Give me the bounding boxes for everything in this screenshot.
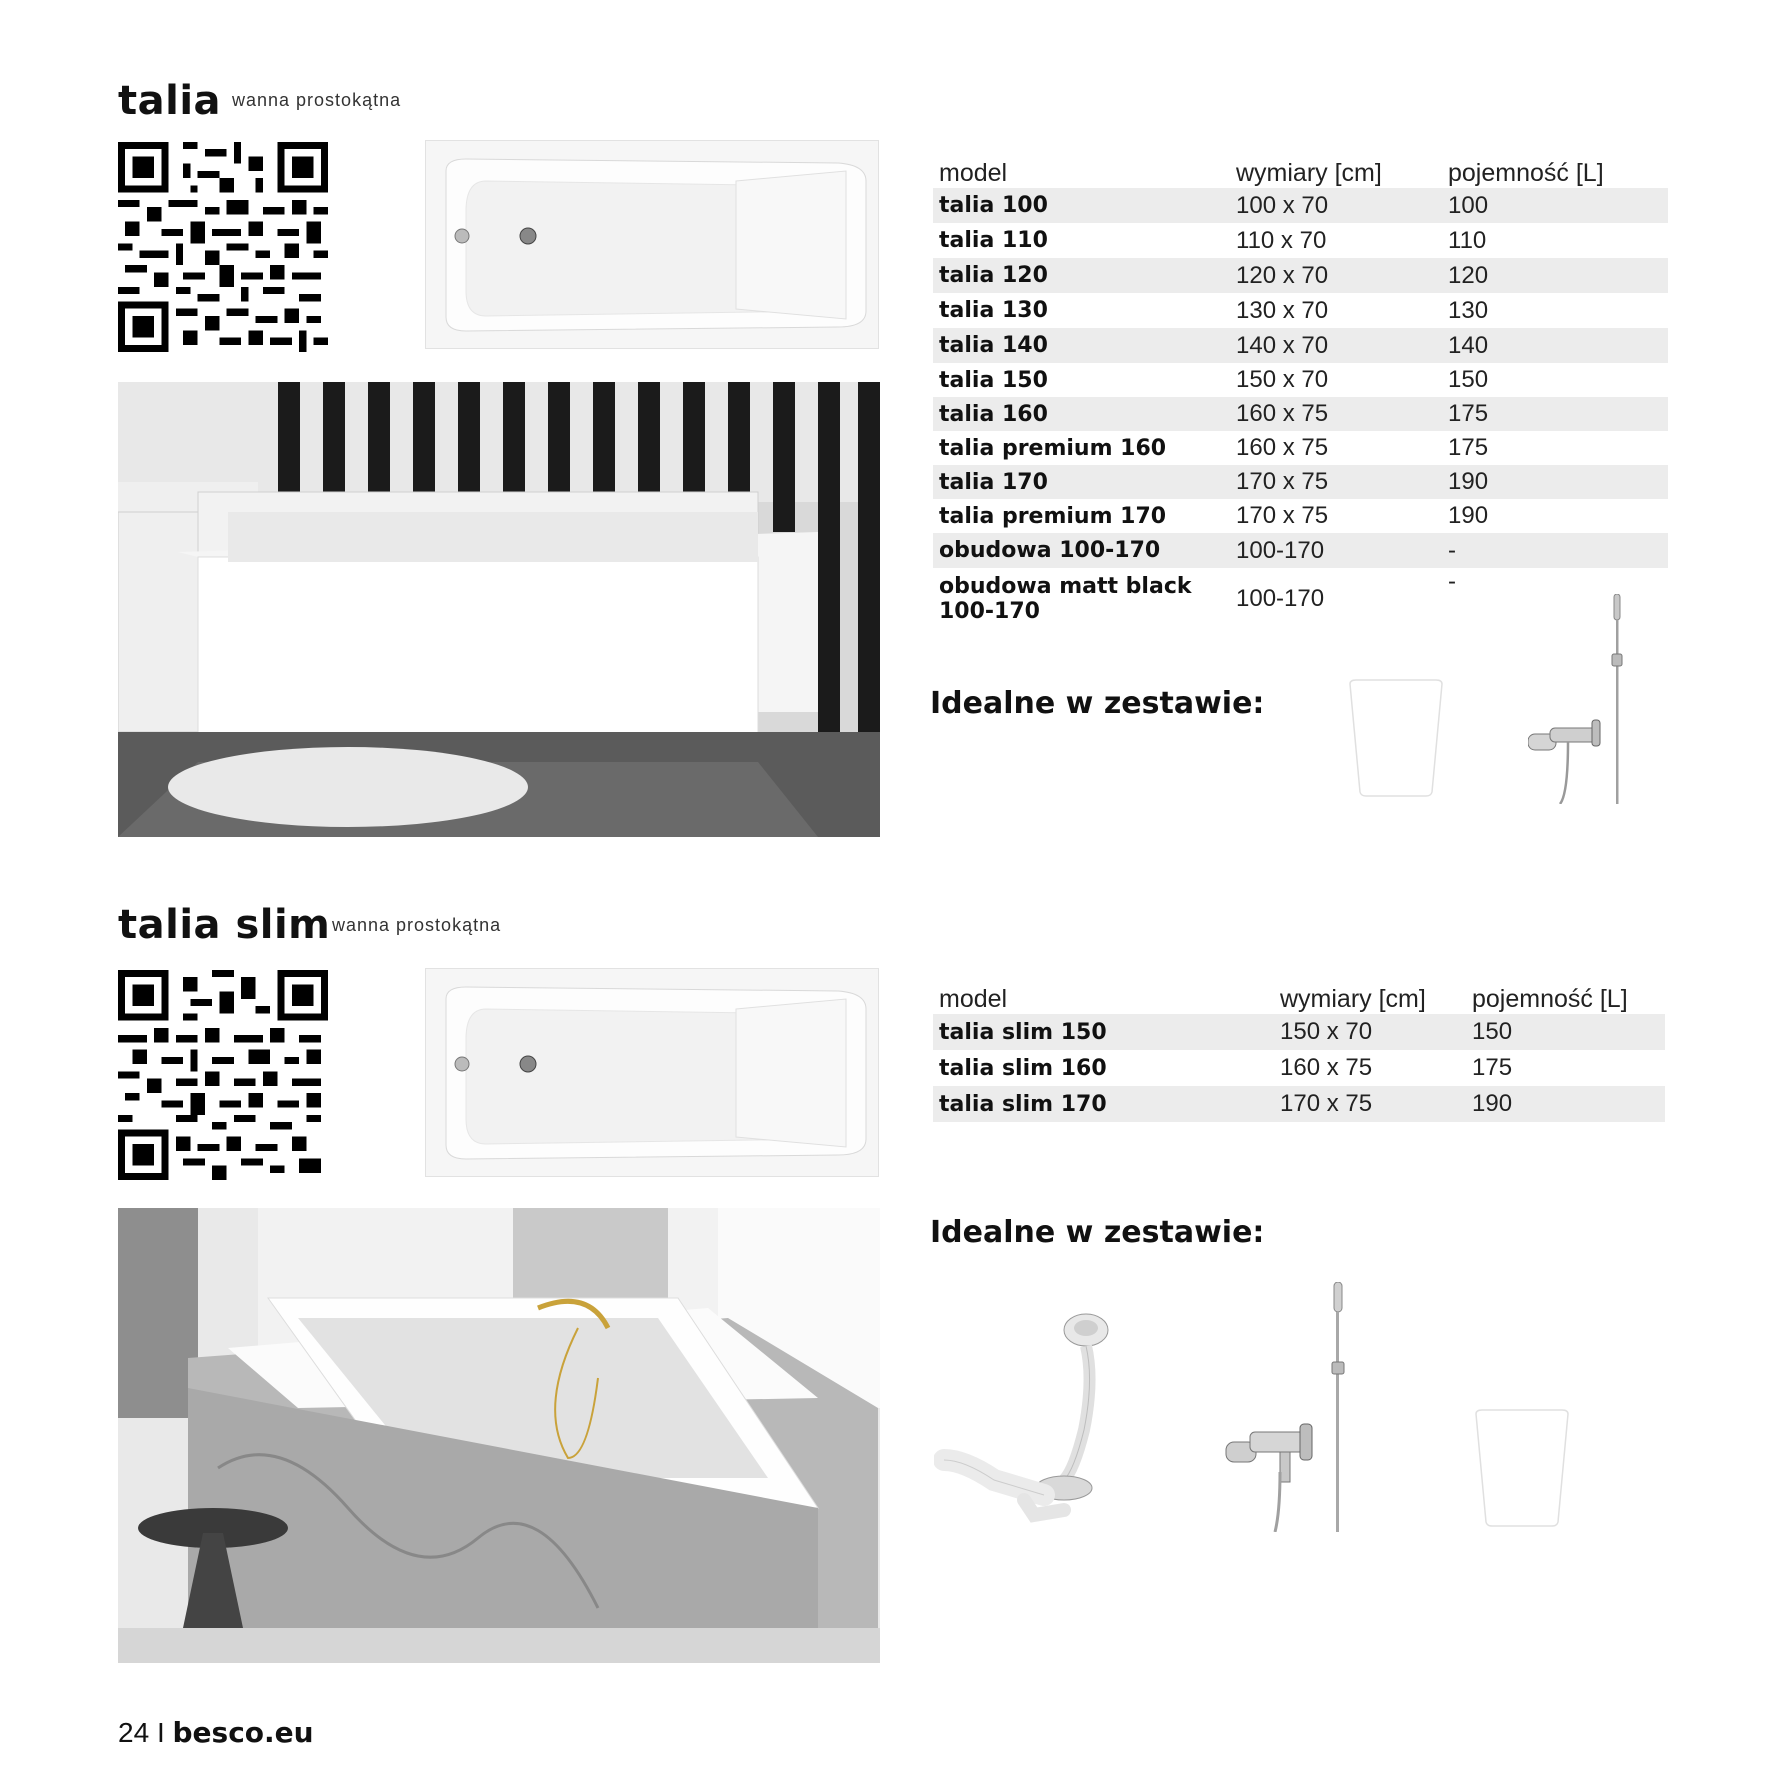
section2-title: talia slim bbox=[118, 902, 331, 948]
cell-capacity: - bbox=[1442, 533, 1668, 568]
spec-table-header bbox=[933, 976, 1665, 1014]
photo-talia-slim-bathroom bbox=[118, 1208, 880, 1663]
footer-separator: I bbox=[156, 1717, 165, 1748]
cell-dimensions: 120 x 70 bbox=[1230, 258, 1442, 293]
cell-dimensions: 160 x 75 bbox=[1230, 397, 1442, 431]
cell-dimensions: 160 x 75 bbox=[1280, 1054, 1373, 1081]
cell-model: talia 140 bbox=[933, 328, 1230, 363]
cell-dimensions: 140 x 70 bbox=[1230, 328, 1442, 363]
cell-model: obudowa 100-170 bbox=[933, 533, 1230, 568]
qr-code-icon bbox=[118, 142, 328, 352]
cell-dimensions: 100-170 bbox=[1230, 533, 1442, 568]
table-row bbox=[933, 258, 1668, 293]
cell-dimensions: 150 x 70 bbox=[1236, 366, 1329, 393]
cell-dimensions: 110 x 70 bbox=[1236, 226, 1327, 254]
cell-dimensions: 130 x 70 bbox=[1236, 296, 1329, 324]
table-row bbox=[933, 465, 1668, 499]
table-row bbox=[933, 188, 1668, 223]
product-tub-panel-icon bbox=[1472, 1408, 1572, 1528]
col-header-dimensions: wymiary [cm] bbox=[1236, 159, 1382, 187]
qr-code-icon bbox=[118, 970, 328, 1180]
cell-capacity: 150 bbox=[1466, 1014, 1665, 1050]
cell-dimensions: 160 x 75 bbox=[1236, 434, 1329, 461]
cell-capacity: 190 bbox=[1442, 465, 1668, 499]
table-row bbox=[933, 1086, 1665, 1122]
table-row bbox=[933, 1050, 1665, 1086]
cell-dimensions: 170 x 75 bbox=[1230, 465, 1442, 499]
cell-capacity: 150 bbox=[1448, 366, 1489, 393]
cell-model: talia slim 170 bbox=[933, 1086, 1274, 1122]
product-mixer-shower-set-gold-icon bbox=[1220, 1282, 1355, 1532]
cell-dimensions: 170 x 75 bbox=[1274, 1086, 1466, 1122]
cell-model: talia 160 bbox=[933, 397, 1230, 431]
cell-model: talia 150 bbox=[939, 367, 1048, 393]
table-row bbox=[933, 533, 1668, 568]
cell-capacity: - bbox=[1448, 568, 1456, 595]
qr-code-talia-slim[interactable] bbox=[118, 970, 328, 1180]
cell-model: talia 120 bbox=[933, 258, 1230, 293]
cell-model: talia 100 bbox=[933, 188, 1230, 223]
table-row bbox=[933, 1014, 1665, 1050]
cell-model: talia premium 160 bbox=[939, 435, 1167, 461]
cell-capacity: 100 bbox=[1442, 188, 1668, 223]
cell-capacity: 190 bbox=[1448, 502, 1489, 529]
tub-top-view-talia-slim bbox=[425, 968, 879, 1177]
table-row bbox=[933, 328, 1668, 363]
set-label-talia-slim: Idealne w zestawie: bbox=[930, 1215, 1265, 1250]
page-footer bbox=[118, 1716, 314, 1749]
cell-model: talia premium 170 bbox=[939, 503, 1167, 529]
spec-table-header bbox=[933, 150, 1668, 188]
table-row bbox=[933, 293, 1668, 328]
cell-model: talia slim 150 bbox=[933, 1014, 1274, 1050]
footer-site-link[interactable]: besco.eu bbox=[172, 1716, 314, 1749]
cell-capacity: 130 bbox=[1448, 296, 1489, 324]
cell-model: talia slim 160 bbox=[939, 1055, 1107, 1081]
col-header-capacity: pojemność [L] bbox=[1448, 159, 1604, 187]
table-row bbox=[933, 431, 1668, 465]
cell-model: talia 170 bbox=[933, 465, 1230, 499]
qr-code-talia[interactable] bbox=[118, 142, 328, 352]
cell-dimensions: 150 x 70 bbox=[1274, 1014, 1466, 1050]
cell-capacity: 175 bbox=[1442, 397, 1668, 431]
cell-model: obudowa matt black 100-170 bbox=[939, 574, 1192, 624]
table-row bbox=[933, 223, 1668, 258]
cell-dimensions: 100-170 bbox=[1236, 585, 1325, 612]
product-tub-panel-icon bbox=[1346, 678, 1446, 798]
cell-model: talia 130 bbox=[939, 298, 1048, 323]
spec-table-talia bbox=[933, 150, 1668, 630]
table-row bbox=[933, 397, 1668, 431]
cell-capacity: 110 bbox=[1448, 226, 1487, 254]
table-row bbox=[933, 363, 1668, 397]
tub-top-view-talia bbox=[425, 140, 879, 349]
page-number: 24 bbox=[118, 1717, 150, 1748]
product-mixer-shower-set-icon bbox=[1528, 594, 1638, 804]
section2-subtitle: wanna prostokątna bbox=[332, 915, 502, 935]
photo-talia-bathroom bbox=[118, 382, 880, 837]
cell-model: talia 110 bbox=[939, 228, 1048, 253]
cell-capacity: 120 bbox=[1442, 258, 1668, 293]
col-header-dimensions: wymiary [cm] bbox=[1280, 985, 1426, 1013]
set-label-talia: Idealne w zestawie: bbox=[930, 686, 1265, 721]
section1-subtitle: wanna prostokątna bbox=[232, 90, 402, 110]
cell-dimensions: 170 x 75 bbox=[1236, 502, 1329, 529]
product-bath-drain-icon bbox=[934, 1310, 1134, 1530]
section1-title: talia bbox=[118, 78, 222, 124]
table-row bbox=[933, 499, 1668, 533]
cell-capacity: 190 bbox=[1466, 1086, 1665, 1122]
cell-capacity: 175 bbox=[1448, 434, 1489, 461]
cell-capacity: 140 bbox=[1442, 328, 1668, 363]
col-header-model: model bbox=[939, 159, 1008, 187]
cell-dimensions: 100 x 70 bbox=[1230, 188, 1442, 223]
col-header-capacity: pojemność [L] bbox=[1472, 985, 1628, 1013]
spec-table-talia-slim bbox=[933, 976, 1665, 1122]
cell-capacity: 175 bbox=[1472, 1054, 1513, 1081]
col-header-model: model bbox=[939, 985, 1008, 1013]
